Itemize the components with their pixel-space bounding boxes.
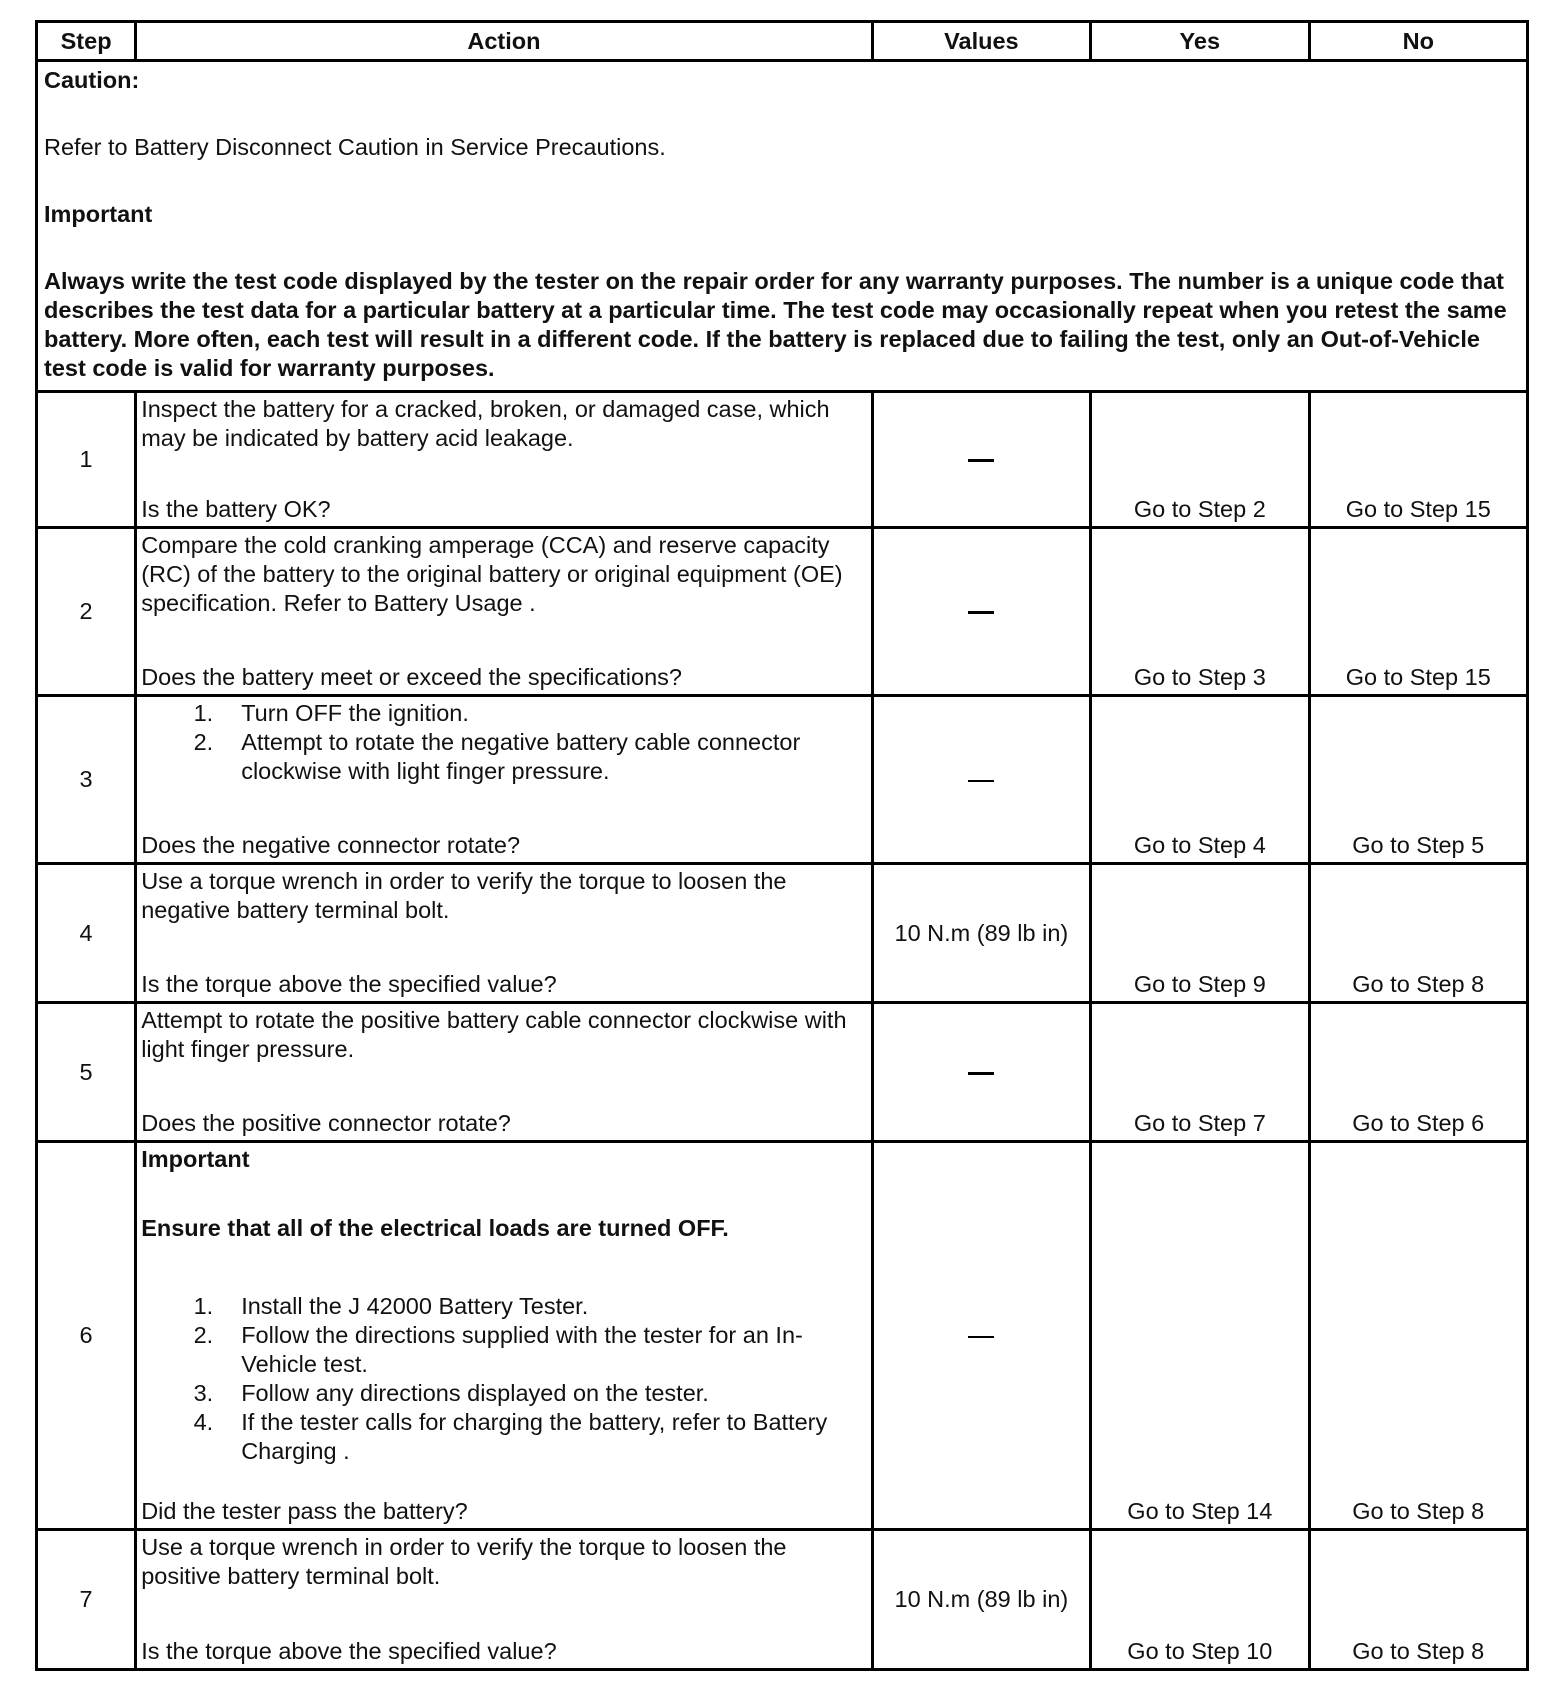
list-item: 1. Install the J 42000 Battery Tester.	[193, 1293, 589, 1319]
no-cell: Go to Step 8	[1309, 1530, 1527, 1670]
table-row	[37, 696, 1528, 864]
em-dash	[968, 1072, 994, 1075]
list-item: 3. Follow any directions displayed on the tester.	[193, 1380, 709, 1406]
value-cell	[872, 1142, 1090, 1530]
no-cell: Go to Step 6	[1309, 1003, 1527, 1142]
em-dash	[968, 611, 994, 614]
action-steps	[141, 699, 866, 786]
yes-cell: Go to Step 14	[1091, 1142, 1309, 1530]
caution-title: Caution:	[44, 67, 140, 93]
header-row	[37, 22, 1528, 61]
no-cell: Go to Step 15	[1309, 528, 1527, 696]
header-step: Step	[37, 22, 136, 61]
action-steps	[141, 1292, 866, 1466]
step-number: 1	[37, 392, 136, 528]
yes-cell: Go to Step 2	[1091, 392, 1309, 528]
important-text: Always write the test code displayed by the tester on the repair order for any warranty purposes. The number is a unique code that describes the test data for a particular battery at a particular time. The test code may occasionally repeat when you retest the same battery. More often, each test will result in a different code. If the battery is replaced due to failing the test, only an Out-of-Vehicle test code is valid for warranty purposes.	[44, 268, 1507, 381]
yes-cell: Go to Step 4	[1091, 696, 1309, 864]
value-cell: 10 N.m (89 lb in)	[872, 864, 1090, 1003]
header-yes: Yes	[1091, 22, 1309, 61]
action-question: Is the torque above the specified value?	[141, 1638, 557, 1664]
action-question: Is the torque above the specified value?	[141, 971, 557, 997]
em-dash	[968, 459, 994, 462]
diagnostic-table	[35, 20, 1529, 1671]
table-row	[37, 528, 1528, 696]
action-question: Is the battery OK?	[141, 496, 331, 522]
list-item: 4. If the tester calls for charging the battery, refer to Battery Charging .	[193, 1409, 828, 1464]
header-action: Action	[136, 22, 872, 61]
action-question: Does the positive connector rotate?	[141, 1110, 511, 1136]
table-row	[37, 1530, 1528, 1670]
no-cell: Go to Step 8	[1309, 1142, 1527, 1530]
list-item: 2. Attempt to rotate the negative battery cable connector clockwise with light finger pressure.	[193, 729, 801, 784]
step-number: 6	[37, 1142, 136, 1530]
no-cell: Go to Step 8	[1309, 864, 1527, 1003]
action-cell	[136, 696, 872, 864]
em-dash	[968, 1336, 994, 1338]
yes-cell: Go to Step 10	[1091, 1530, 1309, 1670]
yes-cell: Go to Step 7	[1091, 1003, 1309, 1142]
em-dash	[968, 780, 994, 782]
action-cell	[136, 1530, 872, 1670]
table-row	[37, 1142, 1528, 1530]
action-question: Does the negative connector rotate?	[141, 832, 521, 858]
list-item: 2. Follow the directions supplied with the tester for an In-Vehicle test.	[193, 1322, 803, 1377]
important-title: Important	[44, 201, 153, 227]
action-cell	[136, 1142, 872, 1530]
action-text: Inspect the battery for a cracked, broken, or damaged case, which may be indicated by battery acid leakage.	[141, 396, 830, 451]
step-number: 3	[37, 696, 136, 864]
step-number: 2	[37, 528, 136, 696]
table-row	[37, 1003, 1528, 1142]
action-question: Does the battery meet or exceed the specifications?	[141, 664, 682, 690]
action-text: Attempt to rotate the positive battery cable connector clockwise with light finger pressure.	[141, 1007, 847, 1062]
value-cell	[872, 392, 1090, 528]
value-cell	[872, 528, 1090, 696]
caution-cell	[37, 61, 1528, 392]
action-cell	[136, 864, 872, 1003]
header-no: No	[1309, 22, 1527, 61]
yes-cell: Go to Step 9	[1091, 864, 1309, 1003]
step-number: 5	[37, 1003, 136, 1142]
table-row	[37, 392, 1528, 528]
yes-cell: Go to Step 3	[1091, 528, 1309, 696]
action-text: Use a torque wrench in order to verify the torque to loosen the positive battery terminal bolt.	[141, 1534, 787, 1589]
important-title: Important	[141, 1146, 250, 1172]
action-cell	[136, 392, 872, 528]
header-values: Values	[872, 22, 1090, 61]
action-cell	[136, 528, 872, 696]
action-text: Compare the cold cranking amperage (CCA) and reserve capacity (RC) of the battery to the original battery or original equipment (OE) specification. Refer to Battery Usage .	[141, 532, 843, 616]
action-question: Did the tester pass the battery?	[141, 1498, 468, 1524]
no-cell: Go to Step 5	[1309, 696, 1527, 864]
step-number: 7	[37, 1530, 136, 1670]
important-text: Ensure that all of the electrical loads are turned OFF.	[141, 1215, 729, 1241]
step-number: 4	[37, 864, 136, 1003]
table-row	[37, 864, 1528, 1003]
list-item: 1. Turn OFF the ignition.	[193, 700, 469, 726]
action-cell	[136, 1003, 872, 1142]
caution-text: Refer to Battery Disconnect Caution in Service Precautions.	[44, 134, 666, 160]
value-cell	[872, 1003, 1090, 1142]
value-cell: 10 N.m (89 lb in)	[872, 1530, 1090, 1670]
action-text: Use a torque wrench in order to verify the torque to loosen the negative battery terminal bolt.	[141, 868, 787, 923]
caution-row	[37, 61, 1528, 392]
no-cell: Go to Step 15	[1309, 392, 1527, 528]
value-cell	[872, 696, 1090, 864]
